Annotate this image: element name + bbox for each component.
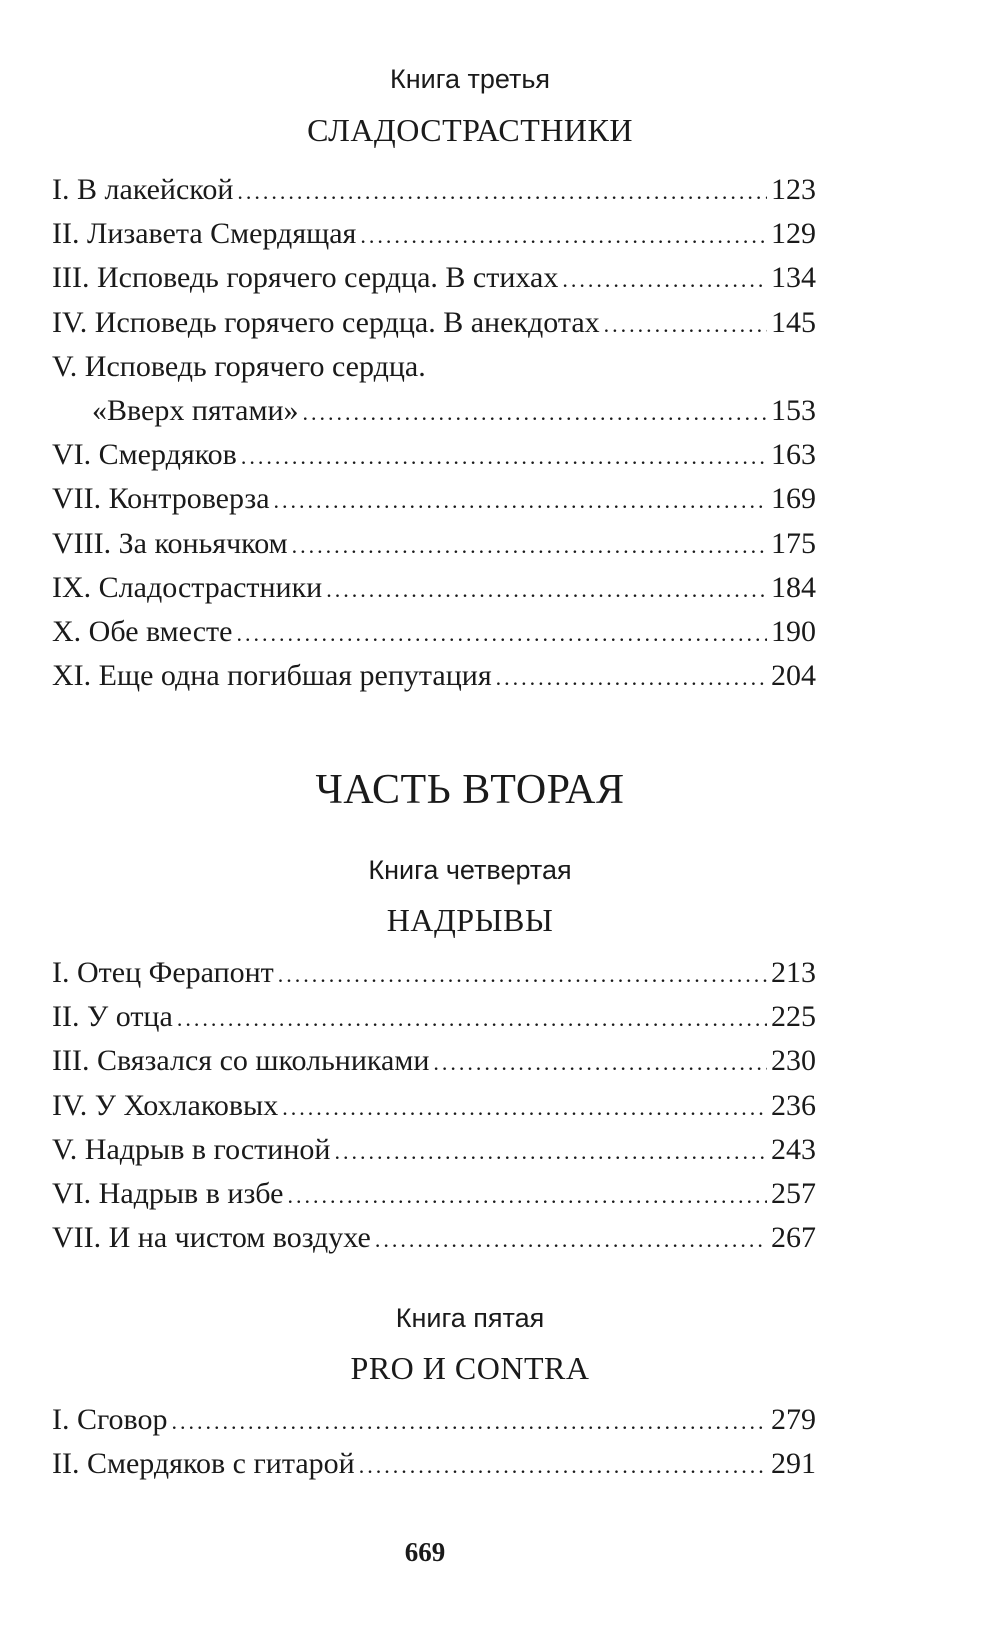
toc-entry (52, 1172, 816, 1216)
toc-entry-title: III. Исповедь горячего сердца. В стихах (52, 261, 559, 295)
toc-entry-page: 279 (771, 1403, 816, 1436)
toc-entry-page: 134 (771, 261, 816, 295)
toc-entry-page: 230 (771, 1044, 816, 1078)
book-four-title: НАДРЫВЫ (386, 902, 554, 938)
toc-entry-page: 213 (771, 956, 816, 989)
toc-entry-title: II. Смердяков с гитарой (52, 1447, 355, 1481)
toc-entry-title: VI. Смердяков (52, 438, 237, 472)
toc-entry-page: 153 (771, 393, 816, 427)
toc-entry (52, 301, 816, 345)
toc-entry (52, 1039, 816, 1083)
toc-entry-title: IV. Исповедь горячего сердца. В анекдотах (52, 305, 600, 339)
toc-leader-dots (292, 524, 767, 568)
toc-entry-title: II. У отца (52, 1000, 173, 1034)
book-three-label: Книга третья (389, 64, 551, 94)
toc-leader-dots (303, 391, 768, 435)
toc-entry-title: IX. Сладострастники (52, 570, 323, 604)
toc-entry-page: 225 (771, 1000, 816, 1034)
part-two-title: ЧАСТЬ ВТОРАЯ (315, 767, 625, 813)
toc-entry-title: I. Отец Ферапонт (52, 956, 274, 989)
toc-entry (52, 168, 816, 212)
toc-entry-title: XI. Еще одна погибшая репутация (52, 659, 492, 693)
toc-entry (52, 610, 816, 654)
toc-leader-dots (334, 1130, 767, 1174)
toc-leader-dots (326, 568, 767, 612)
toc-entry-title: III. Связался со школьниками (52, 1044, 430, 1078)
toc-entry-page: 190 (771, 614, 816, 648)
toc-entry-title: I. В лакейской (52, 173, 234, 206)
book-five-label: Книга пятая (395, 1303, 545, 1333)
toc-entry (52, 566, 816, 610)
toc-leader-dots (237, 170, 767, 214)
toc-entry (52, 433, 816, 477)
toc-leader-dots (604, 303, 767, 347)
book-four-toc (52, 951, 816, 1260)
book-three-title: СЛАДОСТРАСТНИКИ (307, 112, 633, 148)
toc-entry-page: 267 (771, 1221, 816, 1255)
toc-entry-title: I. Сговор (52, 1403, 168, 1436)
toc-entry (52, 256, 816, 300)
toc-entry-page: 163 (771, 438, 816, 472)
toc-entry (52, 389, 816, 433)
toc-leader-dots (359, 1444, 767, 1488)
toc-leader-dots (278, 953, 767, 997)
toc-entry (52, 1398, 816, 1442)
toc-entry-page: 291 (771, 1447, 816, 1481)
toc-leader-dots (375, 1218, 767, 1262)
toc-entry (52, 1216, 816, 1260)
toc-entry-title: IV. У Хохлаковых (52, 1088, 279, 1122)
toc-leader-dots (236, 612, 767, 656)
toc-entry-title: V. Надрыв в гостиной (52, 1132, 331, 1166)
toc-entry (52, 345, 816, 389)
page-number: 669 (404, 1537, 446, 1567)
toc-entry (52, 1128, 816, 1172)
toc-entry-page: 236 (771, 1088, 816, 1122)
toc-entry-title: V. Исповедь горячего сердца. (52, 349, 426, 383)
toc-leader-dots (172, 1400, 767, 1444)
toc-entry (52, 522, 816, 566)
toc-entry-page: 169 (771, 482, 816, 516)
toc-entry-page: 145 (771, 305, 816, 339)
toc-entry-page: 175 (771, 526, 816, 560)
toc-leader-dots (562, 258, 767, 302)
toc-entry-title: VIII. За коньячком (52, 526, 288, 560)
toc-leader-dots (496, 656, 767, 700)
toc-entry (52, 995, 816, 1039)
toc-entry (52, 212, 816, 256)
toc-entry (52, 1442, 816, 1486)
toc-entry-title: VI. Надрыв в избе (52, 1176, 284, 1210)
toc-entry (52, 477, 816, 521)
toc-entry-page: 204 (771, 659, 816, 693)
toc-entry (52, 1084, 816, 1128)
book-five-toc (52, 1398, 816, 1486)
toc-entry-page: 184 (771, 570, 816, 604)
book-three-toc (52, 168, 816, 698)
toc-entry-title: X. Обе вместе (52, 614, 233, 648)
toc-entry-page: 243 (771, 1132, 816, 1166)
toc-leader-dots (287, 1174, 767, 1218)
toc-leader-dots (433, 1041, 767, 1085)
toc-entry (52, 654, 816, 698)
toc-leader-dots (177, 997, 767, 1041)
toc-entry-title: «Вверх пятами» (92, 393, 299, 427)
toc-leader-dots (282, 1086, 767, 1130)
toc-entry-title: II. Лизавета Смердящая (52, 217, 357, 251)
toc-entry-title: VII. Контроверза (52, 482, 270, 516)
toc-entry-page: 123 (771, 173, 816, 206)
toc-entry-page: 257 (771, 1176, 816, 1210)
toc-entry-title: VII. И на чистом воздухе (52, 1221, 371, 1255)
toc-entry-page: 129 (771, 217, 816, 251)
toc-leader-dots (241, 435, 767, 479)
book-four-label: Книга четвертая (368, 855, 572, 885)
toc-leader-dots (360, 214, 767, 258)
toc-entry (52, 951, 816, 995)
book-five-title: PRO И CONTRA (350, 1350, 590, 1386)
toc-leader-dots (274, 479, 767, 523)
